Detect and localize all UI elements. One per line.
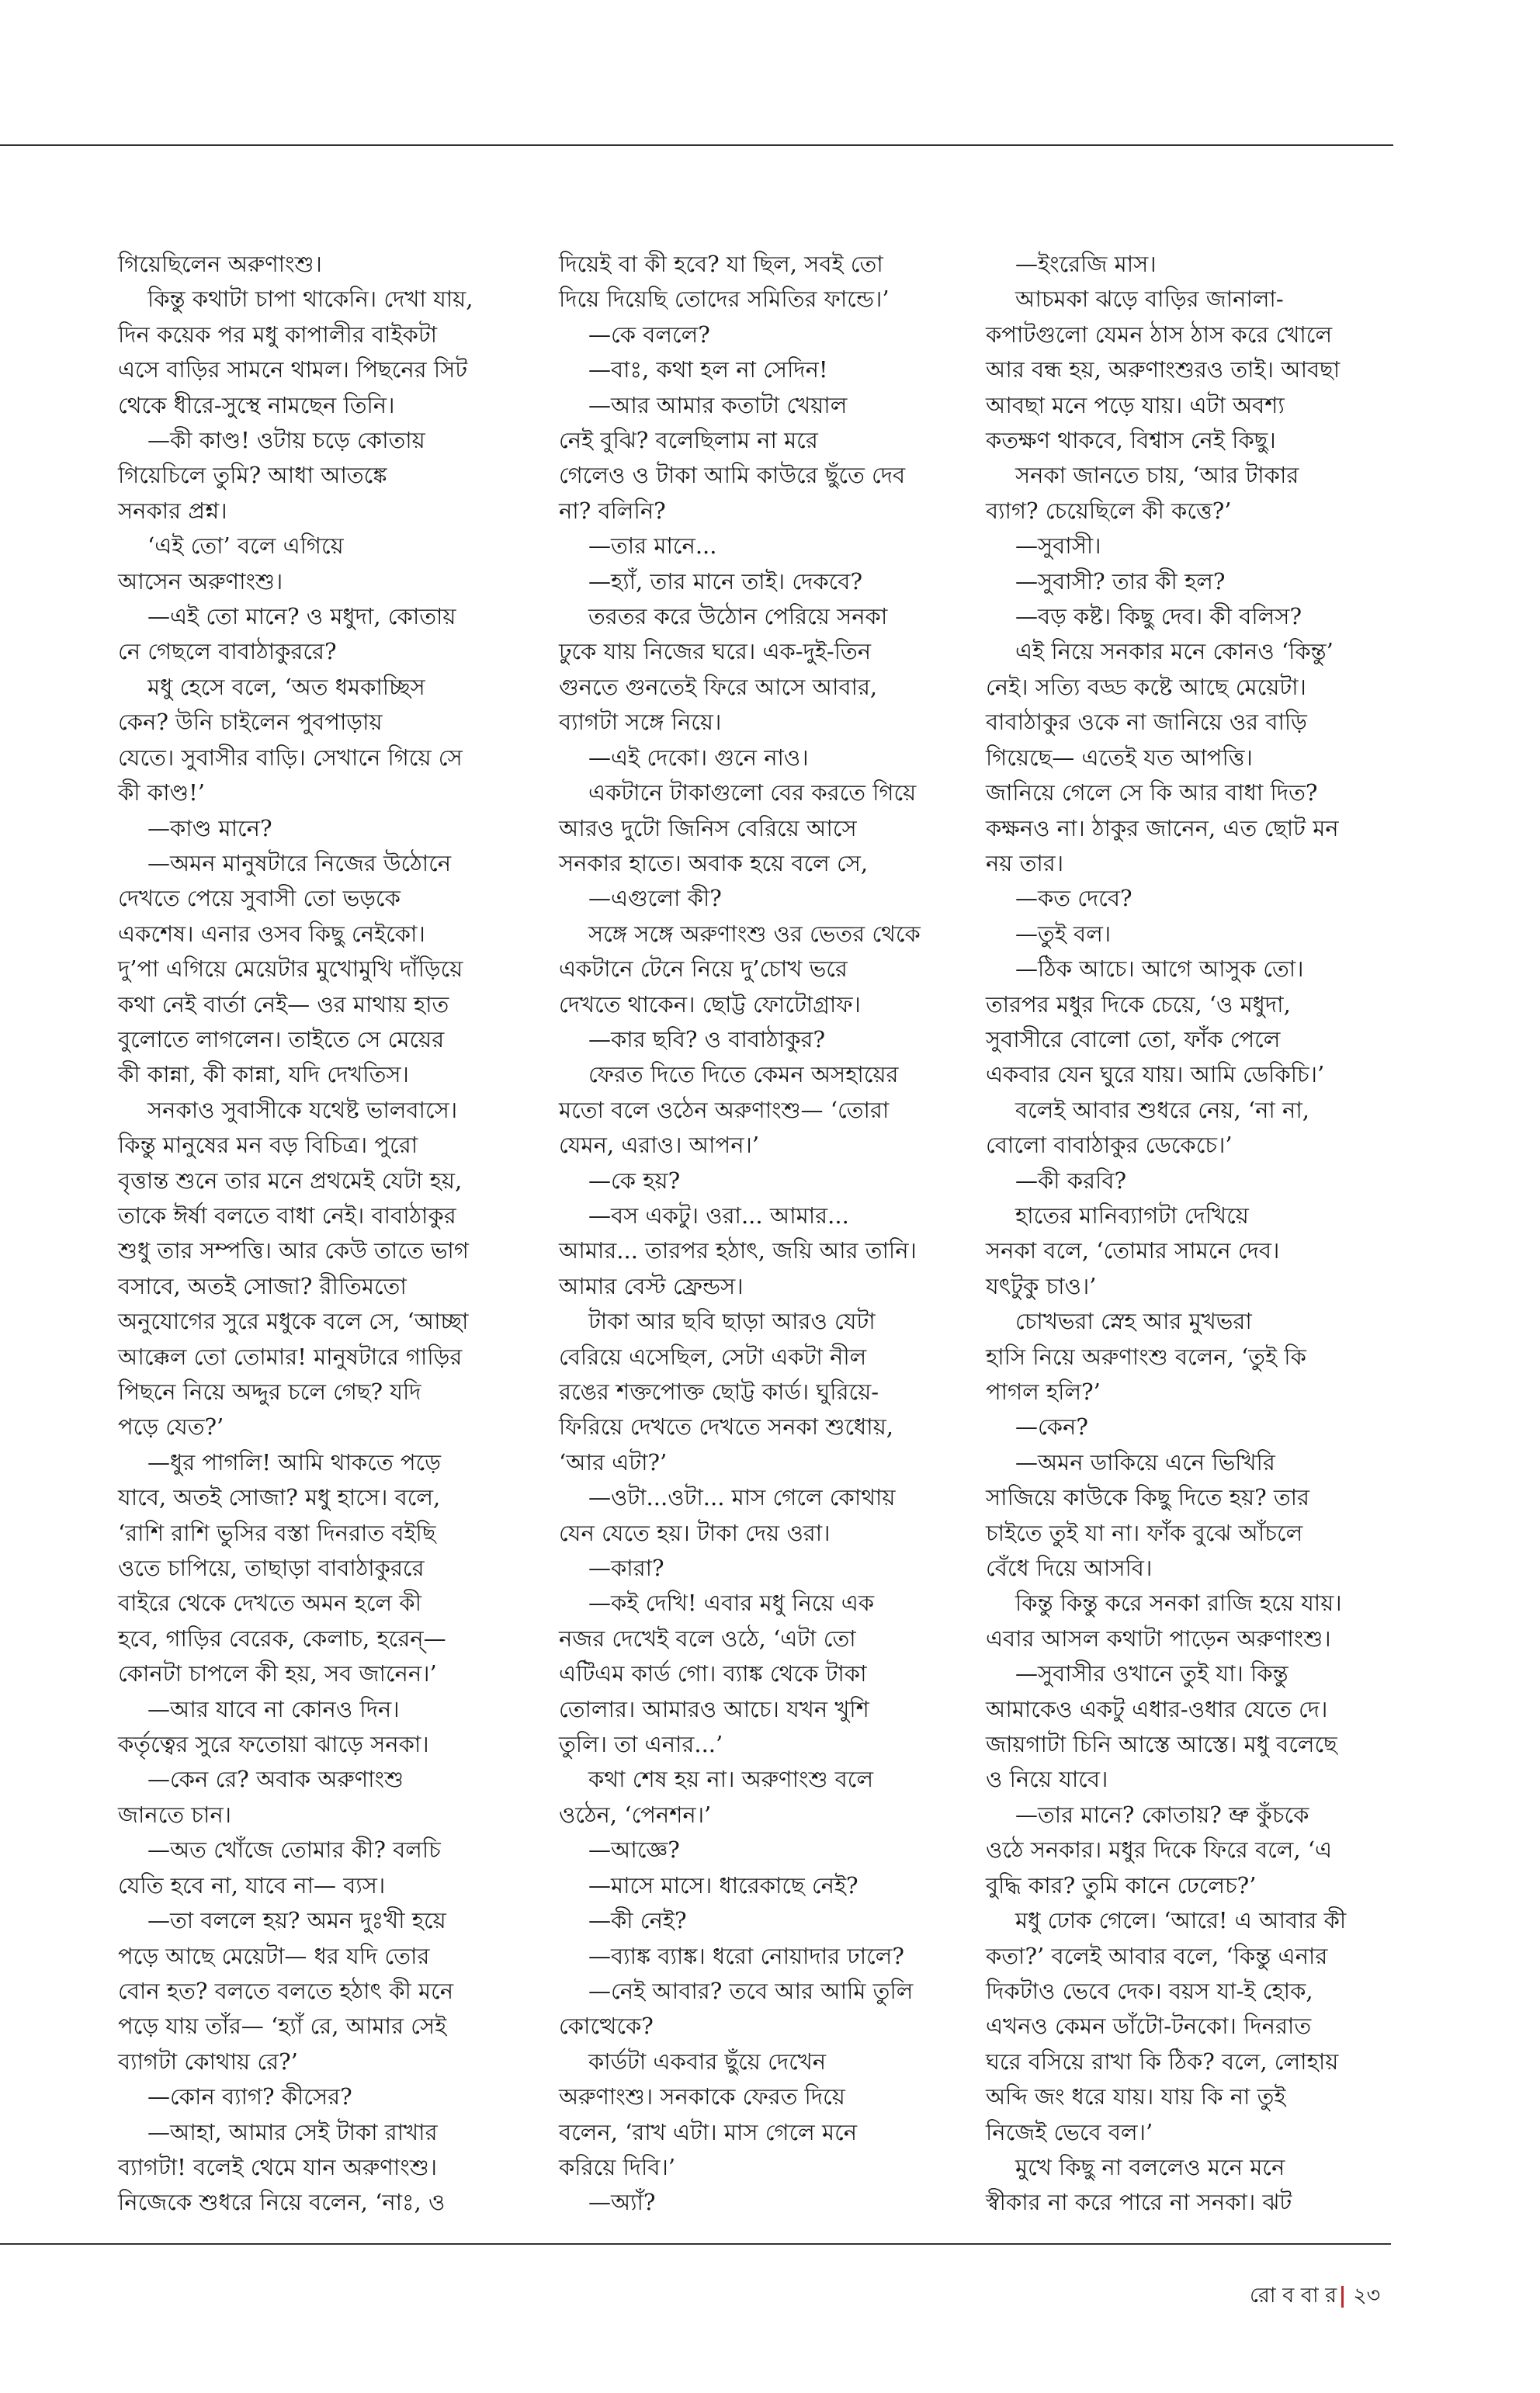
text-line: একটানে টাকাগুলো বের করতে গিয়ে [588,779,917,806]
text-line: হবে, গাড়ির বেরেক, কেলাচ, হরেন্— [118,1625,446,1652]
text-line: যেতি হবে না, যাবে না— ব্যস। [118,1871,386,1899]
text-line: কথা শেষ হয় না। অরুণাংশু বলে [588,1766,874,1793]
text-line: —কেন? [1015,1413,1088,1441]
text-line: আর বন্ধ হয়, অরুণাংশুরও তাই। আবছা [986,356,1341,383]
text-line: কিন্তু কথাটা চাপা থাকেনি। দেখা যায়, [147,286,473,313]
text-line: জানিয়ে গেলে সে কি আর বাধা দিত? [986,779,1318,806]
text-line: কী কান্না, কী কান্না, যদি দেখতিস। [118,1061,409,1088]
text-line: —আর আমার কতাটা খেয়াল [588,391,848,418]
text-line: এসে বাড়ির সামনে থামল। পিছনের সিট [118,356,468,383]
text-line: বলেই আবার শুধরে নেয়, ‘না না, [1015,1096,1309,1123]
text-line: অব্দি জং ধরে যায়। যায় কি না তুই [986,2083,1286,2110]
text-line: —আজ্ঞে? [588,1836,680,1864]
page-number: ২৩ [1353,2284,1381,2308]
text-line: —কাণ্ড মানে? [147,814,272,841]
text-column-3 [986,247,1389,2221]
text-line: নিজেই ভেবে বল।’ [986,2118,1153,2145]
text-line: —হ্যাঁ, তার মানে তাই। দেকবে? [588,567,862,595]
text-line: —আর যাবে না কোনও দিন। [147,1695,400,1722]
text-line: কতা?’ বলেই আবার বলে, ‘কিন্তু এনার [986,1942,1328,1969]
text-line: দিয়েই বা কী হবে? যা ছিল, সবই তো [559,251,883,277]
text-line: যাবে, অতই সোজা? মধু হাসে। বলে, [118,1484,441,1511]
text-line: —কোন ব্যাগ? কীসের? [147,2083,352,2110]
text-line: শুধু তার সম্পত্তি। আর কেউ তাতে ভাগ [118,1237,469,1264]
text-line: সঙ্গে সঙ্গে অরুণাংশু ওর ভেতর থেকে [588,920,921,947]
text-line: ফেরত দিতে দিতে কেমন অসহায়ের [588,1061,899,1088]
text-column-2 [559,247,962,2221]
text-line: জায়গাটা চিনি আস্তে আস্তে। মধু বলেছে [986,1731,1337,1758]
text-line: যৎটুকু চাও।’ [986,1272,1097,1299]
text-line: বাবাঠাকুর ওকে না জানিয়ে ওর বাড়ি [986,709,1307,736]
text-line: আবছা মনে পড়ে যায়। এটা অবশ্য [986,391,1285,418]
text-line: মতো বলে ওঠেন অরুণাংশু— ‘তোরা [559,1096,890,1123]
text-line: আক্কেল তো তোমার! মানুষটারে গাড়ির [118,1343,463,1370]
text-line: পড়ে যায় তাঁর— ‘হ্যাঁ রে, আমার সেই [118,2013,447,2040]
text-line: সনকা জানতে চায়, ‘আর টাকার [1015,462,1299,489]
text-line: বাইরে থেকে দেখতে অমন হলে কী [118,1590,421,1617]
text-line: রঙের শক্তপোক্ত ছোট্ট কার্ড। ঘুরিয়ে- [559,1379,879,1405]
text-line: কতক্ষণ থাকবে, বিশ্বাস নেই কিছু। [986,427,1276,454]
text-line: —নেই আবার? তবে আর আমি তুলি [588,1977,914,2004]
text-line: —অমন ডাকিয়ে এনে ভিখিরি [1015,1448,1275,1476]
text-line: —অমন মানুষটারে নিজের উঠোনে [147,849,452,876]
text-line: বুলোতে লাগলেন। তাইতে সে মেয়ের [118,1025,445,1053]
text-line: দেখতে পেয়ে সুবাসী তো ভড়কে [118,885,401,912]
text-line: —এই দেকো। গুনে নাও। [588,744,809,771]
text-line: —সুবাসী। [1015,532,1101,560]
text-line: বোলো বাবাঠাকুর ডেকেচে।’ [986,1132,1233,1159]
text-line: বোন হত? বলতে বলতে হঠাৎ কী মনে [118,1977,454,2004]
text-line: কথা নেই বার্তা নেই— ওর মাথায় হাত [118,990,449,1018]
text-line: দিয়ে দিয়েছি তোদের সমিতির ফান্ডে।’ [559,286,890,313]
text-line: এই নিয়ে সনকার মনে কোনও ‘কিন্তু’ [1015,638,1334,665]
text-line: কেন? উনি চাইলেন পুবপাড়ায় [118,709,383,736]
text-line: না? বলিনি? [559,497,666,524]
text-line: অনুযোগের সুরে মধুকে বলে সে, ‘আচ্ছা [118,1308,469,1335]
text-line: কপাটগুলো যেমন ঠাস ঠাস করে খোলে [986,321,1333,348]
text-line: আমার... তারপর হঠাৎ, জয়ি আর তানি। [559,1237,917,1264]
text-line: বুদ্ধি কার? তুমি কানে ঢেলেচ?’ [986,1871,1257,1899]
text-line: হাতের মানিব্যাগটা দেখিয়ে [1015,1202,1249,1229]
text-line: কিন্তু কিন্তু করে সনকা রাজি হয়ে যায়। [1015,1590,1342,1617]
text-line: নজর দেখেই বলে ওঠে, ‘এটা তো [559,1625,856,1652]
text-line: তোলার। আমারও আচে। যখন খুশি [559,1695,869,1722]
text-line: দিন কয়েক পর মধু কাপালীর বাইকটা [118,321,438,348]
text-line: —বাঃ, কথা হল না সেদিন! [588,356,828,383]
text-line: —অত খোঁজে তোমার কী? বলচি [147,1836,441,1864]
text-line: —এই তো মানে? ও মধুদা, কোতায় [147,603,456,630]
text-line: —কী করবি? [1015,1167,1127,1194]
text-line: কোত্থেকে? [559,2013,654,2040]
text-line: —কী নেই? [588,1907,687,1934]
text-line: আমাকেও একটু এধার-ওধার যেতে দে। [986,1695,1328,1722]
text-line: —তা বললে হয়? অমন দুঃখী হয়ে [147,1907,446,1934]
text-line: দু’পা এগিয়ে মেয়েটার মুখোমুখি দাঁড়িয়ে [118,955,463,983]
text-line: যেন যেতে হয়। টাকা দেয় ওরা। [559,1519,831,1546]
text-line: আরও দুটো জিনিস বেরিয়ে আসে [559,814,857,841]
text-line: পড়ে যেত?’ [118,1413,224,1441]
text-line: চাইতে তুই যা না। ফাঁক বুঝে আঁচলে [986,1519,1303,1546]
text-line: ও নিয়ে যাবে। [986,1766,1108,1793]
text-line: পিছনে নিয়ে অদ্দুর চলে গেছ? যদি [118,1379,421,1405]
text-line: —কে বললে? [588,321,710,348]
text-line: দেখতে থাকেন। ছোট্ট ফোটোগ্রাফ। [559,990,861,1018]
text-line: —তুই বল। [1015,920,1112,947]
text-line: স্বীকার না করে পারে না সনকা। ঝট [986,2189,1292,2216]
text-line: —তার মানে? কোতায়? ভ্রু কুঁচকে [1015,1801,1309,1828]
text-line: গেলেও ও টাকা আমি কাউরে ছুঁতে দেব [559,462,906,489]
text-line: বেরিয়ে এসেছিল, সেটা একটা নীল [559,1343,867,1370]
text-line: বলেন, ‘রাখ এটা। মাস গেলে মনে [559,2118,858,2145]
text-line: নিজেকে শুধরে নিয়ে বলেন, ‘নাঃ, ও [118,2189,446,2216]
text-line: ওঠে সনকার। মধুর দিকে ফিরে বলে, ‘এ [986,1836,1333,1864]
text-line: —ঠিক আচে। আগে আসুক তো। [1015,955,1304,983]
footer-separator [1341,2286,1344,2308]
text-line: কর্তৃত্বের সুরে ফতোয়া ঝাড়ে সনকা। [118,1731,429,1758]
text-line: গুনতে গুনতেই ফিরে আসে আবার, [559,673,878,700]
text-column-1 [118,247,522,2221]
text-line: পড়ে আছে মেয়েটা— ধর যদি তোর [118,1942,430,1969]
text-line: —সুবাসী? তার কী হল? [1015,567,1226,595]
text-line: ঘরে বসিয়ে রাখা কি ঠিক? বলে, লোহায় [986,2048,1339,2075]
text-line: যেমন, এরাও। আপন।’ [559,1132,760,1159]
text-line: ‘এই তো’ বলে এগিয়ে [147,532,344,560]
text-line: কী কাণ্ড!’ [118,779,205,806]
text-line: ব্যাগটা কোথায় রে?’ [118,2048,298,2075]
text-line: আচমকা ঝড়ে বাড়ির জানালা- [1015,286,1284,313]
text-line: —ধুর পাগলি! আমি থাকতে পড়ে [147,1448,441,1476]
text-line: করিয়ে দিবি।’ [559,2153,676,2180]
top-rule [0,144,1393,146]
text-line: এবার আসল কথাটা পাড়েন অরুণাংশু। [986,1625,1331,1652]
text-line: অরুণাংশু। সনকাকে ফেরত দিয়ে [559,2083,845,2110]
text-line: চোখভরা স্নেহ আর মুখভরা [1015,1308,1252,1335]
text-line: সুবাসীরে বোলো তো, ফাঁক পেলে [986,1025,1281,1053]
text-line: নয় তার। [986,849,1064,876]
text-line: —কার ছবি? ও বাবাঠাকুর? [588,1025,826,1053]
text-line: কক্ষনও না। ঠাকুর জানেন, এত ছোট মন [986,814,1339,841]
text-line: আসেন অরুণাংশু। [118,567,283,595]
text-line: এটিএম কার্ড গো। ব্যাঙ্ক থেকে টাকা [559,1660,867,1687]
text-line: পাগল হলি?’ [986,1379,1101,1405]
text-line: —ওটা...ওটা... মাস গেলে কোথায় [588,1484,896,1511]
text-line: গিয়েছে— এতেই যত আপত্তি। [986,744,1253,771]
text-line: —সুবাসীর ওখানে তুই যা। কিন্তু [1015,1660,1289,1687]
magazine-name: রো ব বা র [1250,2284,1337,2308]
text-line: দিকটাও ভেবে দেক। বয়স যা-ই হোক, [986,1977,1313,2004]
text-line: —ব্যাঙ্ক ব্যাঙ্ক। ধরো নোয়াদার ঢালে? [588,1942,904,1969]
text-line: এখনও কেমন ডাঁটো-টনকো। দিনরাত [986,2013,1312,2040]
text-line: ফিরিয়ে দেখতে দেখতে সনকা শুধোয়, [559,1413,894,1441]
text-line: ‘আর এটা?’ [559,1448,668,1476]
text-line: —কে হয়? [588,1167,681,1194]
text-line: নেই বুঝি? বলেছিলাম না মরে [559,427,818,454]
text-line: টাকা আর ছবি ছাড়া আরও যেটা [588,1308,876,1335]
text-line: যেতে। সুবাসীর বাড়ি। সেখানে গিয়ে সে [118,744,463,771]
text-line: —তার মানে... [588,532,717,560]
text-line: একটানে টেনে নিয়ে দু’চোখ ভরে [559,955,848,983]
text-line: কার্ডটা একবার ছুঁয়ে দেখেন [588,2048,827,2075]
text-line: সাজিয়ে কাউকে কিছু দিতে হয়? তার [986,1484,1309,1511]
text-line: ব্যাগটা সঙ্গে নিয়ে। [559,709,722,736]
text-line: সনকাও সুবাসীকে যথেষ্ট ভালবাসে। [147,1096,458,1123]
text-line: মধু হেসে বলে, ‘অত ধমকাচ্ছিস [147,673,425,700]
text-line: ব্যাগ? চেয়েছিলে কী কত্তে?’ [986,497,1232,524]
text-line: তরতর করে উঠোন পেরিয়ে সনকা [588,603,888,630]
text-line: হাসি নিয়ে অরুণাংশু বলেন, ‘তুই কি [986,1343,1306,1370]
page-footer [1250,2280,1397,2311]
text-line: —অ্যাঁ? [588,2189,656,2216]
text-line: —কত দেবে? [1015,885,1132,912]
text-line: নে গেছলে বাবাঠাকুররে? [118,638,337,665]
text-line: —এগুলো কী? [588,885,722,912]
text-line: থেকে ধীরে-সুস্থে নামছেন তিনি। [118,391,395,418]
text-line: —কী কাণ্ড! ওটায় চড়ে কোতায় [147,427,425,454]
text-line: —কেন রে? অবাক অরুণাংশু [147,1766,404,1793]
text-line: ঢুকে যায় নিজের ঘরে। এক-দুই-তিন [559,638,872,665]
bottom-rule [0,2243,1391,2245]
text-line: তারপর মধুর দিকে চেয়ে, ‘ও মধুদা, [986,990,1291,1018]
text-line: বেঁধে দিয়ে আসবি। [986,1555,1153,1582]
text-line: ওতে চাপিয়ে, তাছাড়া বাবাঠাকুররে [118,1555,425,1582]
text-line: আমার বেস্ট ফ্রেন্ডস। [559,1272,744,1299]
text-line: সনকার প্রশ্ন। [118,497,227,524]
text-line: মধু ঢোক গেলে। ‘আরে! এ আবার কী [1015,1907,1347,1934]
text-line: একশেষ। এনার ওসব কিছু নেইকো। [118,920,425,947]
text-line: মুখে কিছু না বললেও মনে মনে [1015,2153,1285,2180]
text-line: —আহা, আমার সেই টাকা রাখার [147,2118,438,2145]
text-line: কোনটা চাপলে কী হয়, সব জানেন।’ [118,1660,437,1687]
text-line: ব্যাগটা! বলেই থেমে যান অরুণাংশু। [118,2153,438,2180]
text-line: জানতে চান। [118,1801,232,1828]
text-line: ‘রাশি রাশি ভুসির বস্তা দিনরাত বইছি [118,1519,436,1546]
text-line: সনকার হাতে। অবাক হয়ে বলে সে, [559,849,869,876]
text-line: —ইংরেজি মাস। [1015,251,1157,277]
text-line: —কারা? [588,1555,664,1582]
text-line: গিয়েছিলেন অরুণাংশু। [118,251,322,277]
text-line: নেই। সত্যি বড্ড কষ্টে আছে মেয়েটা। [986,673,1306,700]
text-line: —মাসে মাসে। ধারেকাছে নেই? [588,1871,858,1899]
text-line: তুলি। তা এনার...’ [559,1731,723,1758]
text-line: বসাবে, অতই সোজা? রীতিমতো [118,1272,407,1299]
text-line: সনকা বলে, ‘তোমার সামনে দেব। [986,1237,1280,1264]
text-line: একবার যেন ঘুরে যায়। আমি ডেকিচি।’ [986,1061,1325,1088]
text-line: —বস একটু। ওরা... আমার... [588,1202,849,1229]
text-line: —বড় কষ্ট। কিছু দেব। কী বলিস? [1015,603,1302,630]
text-line: —কই দেখি! এবার মধু নিয়ে এক [588,1590,875,1617]
text-line: ওঠেন, ‘পেনশন।’ [559,1801,712,1828]
text-line: গিয়েচিলে তুমি? আধা আতঙ্কে [118,462,387,489]
text-line: তাকে ঈর্ষা বলতে বাধা নেই। বাবাঠাকুর [118,1202,456,1229]
text-line: কিন্তু মানুষের মন বড় বিচিত্র। পুরো [118,1132,418,1159]
text-line: বৃত্তান্ত শুনে তার মনে প্রথমেই যেটা হয়, [118,1167,463,1194]
